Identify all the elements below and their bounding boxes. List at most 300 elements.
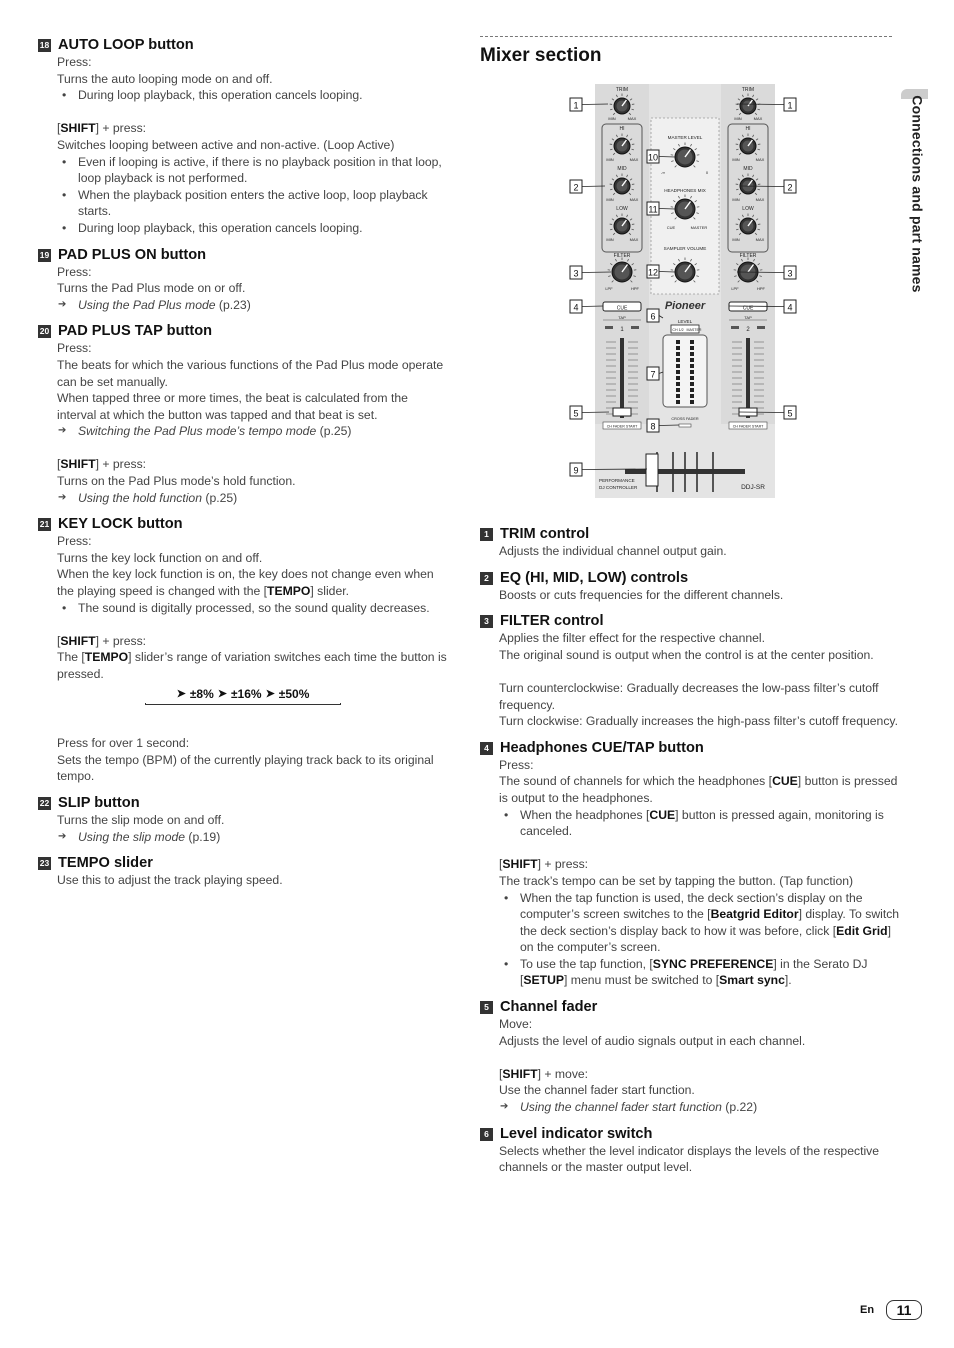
text: Switching the Pad Plus mode’s tempo mode	[78, 424, 317, 439]
crossfader-cap	[646, 454, 658, 486]
text: The original sound is output when the control is at the center position.	[499, 647, 874, 662]
callout-5: 5	[787, 408, 793, 419]
callout-leader	[741, 186, 784, 187]
hp-master-label: MASTER	[690, 225, 708, 230]
right-entry	[480, 525, 900, 560]
arrow-icon: ➤	[176, 688, 186, 701]
entry-title: SLIP button	[58, 794, 140, 811]
text: Applies the filter effect for the respective channel.	[499, 631, 766, 646]
bold-term: Edit Grid	[836, 923, 888, 938]
left-entry	[38, 515, 450, 785]
level-meter-led	[690, 394, 694, 398]
entry-title: TRIM control	[500, 526, 590, 542]
text: Use the channel fader start function.	[499, 1083, 695, 1098]
text: The track’s tempo can be set by tapping the button. (Tap function)	[499, 873, 854, 888]
level-meter-led	[690, 340, 694, 344]
entry-title: PAD PLUS TAP button	[58, 323, 213, 340]
callout-11: 11	[648, 204, 658, 215]
callout-leader	[582, 469, 647, 470]
text: ] on the computer’s screen.	[520, 923, 891, 955]
right-lpf-label: LPF	[731, 286, 739, 291]
text: Boosts or cuts frequencies for the different channels.	[499, 587, 784, 602]
page-footer	[860, 1300, 922, 1320]
level-meter-led	[690, 364, 694, 368]
left-entry	[38, 246, 450, 314]
left-led	[631, 326, 639, 329]
entry-body	[480, 1016, 900, 1116]
entry-title: FILTER control	[500, 613, 604, 630]
text: Even if looping is active, if there is no playback position in that loop, loop playback is not performed.	[78, 154, 442, 186]
text: Turns on the Pad Plus mode’s hold function.	[57, 474, 296, 489]
level-meter-led	[690, 346, 694, 350]
entry-title: Level indicator switch	[500, 1125, 653, 1142]
text: Press for over 1 second:	[57, 736, 190, 751]
left-tap-label: TAP	[618, 315, 626, 320]
entry-number-badge: 4	[480, 742, 493, 755]
text: Using the slip mode	[78, 829, 186, 844]
text: Press:	[57, 341, 92, 356]
left-trim-label: TRIM	[615, 87, 629, 93]
callout-leader	[659, 157, 675, 158]
cross-reference[interactable]	[57, 297, 450, 314]
callout-1: 1	[787, 100, 793, 111]
right-max-label: MAX	[753, 116, 763, 121]
text: [	[57, 121, 61, 136]
level-meter-led	[676, 352, 680, 356]
text: Turn clockwise: Gradually increases the high-pass filter’s cutoff frequency.	[499, 714, 898, 729]
spacer	[499, 1049, 900, 1066]
text: Turns the slip mode on and off.	[57, 812, 225, 827]
left-entry	[38, 36, 450, 237]
entry-body	[38, 264, 450, 314]
brand-logo: Pioneer	[664, 300, 706, 312]
left-min-label: MIN	[608, 116, 616, 121]
bold-term: SHIFT	[60, 457, 96, 472]
right-entry	[480, 612, 900, 730]
right-tap-label: TAP	[744, 315, 752, 320]
right-min-label: MIN	[732, 157, 740, 162]
text: Turn counterclockwise: Gradually decreases the low-pass filter’s cutoff frequency.	[499, 680, 879, 712]
text: Selects whether the level indicator displays the levels of the respective channels or the master output level.	[499, 1143, 880, 1175]
spacer	[57, 719, 450, 736]
level-meter-led	[676, 370, 680, 374]
callout-leader	[659, 209, 675, 210]
entry-heading	[38, 854, 450, 873]
right-entry	[480, 1125, 900, 1176]
text: Press:	[499, 757, 534, 772]
text: ] menu must be switched to [	[564, 973, 720, 988]
level-label: LEVEL	[677, 319, 693, 324]
bold-term: TEMPO	[84, 650, 129, 665]
callout-6: 6	[650, 311, 656, 322]
sampler-volume-label: SAMPLER VOLUME	[663, 246, 707, 251]
text: The sound is digitally processed, so the sound quality decreases.	[78, 600, 430, 615]
text: When the tap function is used, the deck section’s display on the computer’s screen switches to the [	[520, 890, 863, 922]
text: Turns the auto looping mode on and off.	[57, 71, 273, 86]
callout-leader	[582, 272, 611, 273]
page-ref: (p.22)	[721, 1100, 758, 1115]
text: Using the hold function	[78, 490, 202, 505]
paragraph	[57, 533, 450, 550]
paragraph	[499, 647, 900, 664]
minus-inf-label: -∞	[660, 170, 666, 175]
paragraph	[57, 137, 450, 154]
left-hpf-label: HPF	[631, 286, 639, 291]
left-min-label: MIN	[606, 197, 614, 202]
left-max-label: MAX	[629, 157, 639, 162]
callout-2: 2	[787, 182, 793, 193]
entry-number-badge: 5	[480, 1001, 493, 1014]
page-ref: (p.19)	[185, 829, 221, 844]
text: When the playback position enters the active loop, loop playback starts.	[78, 187, 428, 219]
paragraph	[57, 120, 450, 137]
cross-reference[interactable]	[57, 829, 450, 846]
bullet-item	[57, 600, 450, 617]
paragraph	[57, 735, 450, 752]
entry-body	[480, 757, 900, 989]
paragraph	[57, 340, 450, 357]
text: [	[57, 457, 61, 472]
tempo-range-step: ±16%	[230, 687, 262, 702]
callout-leader	[739, 412, 784, 413]
right-fader-track	[746, 338, 750, 418]
callout-12: 12	[647, 267, 659, 278]
entry-number-badge: 20	[39, 326, 50, 337]
level-meter-panel	[663, 335, 707, 407]
side-tab	[901, 89, 928, 359]
entry-heading	[38, 322, 450, 341]
bullet-item	[499, 807, 900, 840]
callout-3: 3	[573, 268, 579, 279]
entry-title: Headphones CUE/TAP button	[500, 739, 704, 756]
callout-leader	[582, 104, 608, 105]
left-led	[605, 326, 613, 329]
paragraph	[57, 280, 450, 297]
paragraph	[499, 1082, 900, 1099]
callout-leader	[729, 306, 784, 307]
paragraph	[499, 587, 900, 604]
entry-body	[38, 340, 450, 506]
entry-heading	[38, 794, 450, 813]
entry-body	[38, 872, 450, 889]
entry-body	[38, 54, 450, 237]
entry-heading	[480, 525, 900, 544]
right-low-label: LOW	[742, 206, 754, 212]
text: ] + move:	[537, 1066, 589, 1081]
entry-title: TEMPO slider	[58, 855, 153, 872]
entry-heading	[480, 998, 900, 1017]
right-min-label: MIN	[732, 197, 740, 202]
bullet-item	[499, 956, 900, 989]
entry-body	[480, 587, 900, 604]
paragraph	[499, 713, 900, 730]
paragraph	[57, 357, 450, 390]
section-title: Mixer section	[480, 45, 602, 66]
level-meter-led	[690, 376, 694, 380]
text: [	[57, 633, 61, 648]
left-filter-label: FILTER	[613, 253, 631, 259]
paragraph	[57, 812, 450, 829]
paragraph	[499, 1066, 900, 1083]
right-trim-label: TRIM	[741, 87, 755, 93]
cycle-steps	[145, 687, 341, 703]
text: Press:	[57, 534, 92, 549]
entry-body	[38, 812, 450, 845]
left-cue-label: CUE	[616, 305, 628, 312]
paragraph	[499, 630, 900, 647]
left-fader-cap	[613, 408, 631, 416]
callout-leader	[737, 104, 784, 105]
right-led	[757, 326, 765, 329]
left-fader-track	[620, 338, 624, 418]
text: ] + press:	[95, 633, 147, 648]
level-master-label: MASTER	[686, 328, 702, 332]
callout-5: 5	[573, 408, 579, 419]
entry-heading	[480, 739, 900, 758]
callout-leader	[582, 412, 609, 413]
entry-body	[38, 533, 450, 785]
right-entry	[480, 739, 900, 989]
page-ref: (p.25)	[202, 490, 238, 505]
text: ] button is pressed is output to the headphones.	[499, 774, 898, 805]
paragraph	[57, 752, 450, 785]
level-meter-led	[676, 358, 680, 362]
left-lpf-label: LPF	[605, 286, 613, 291]
section-divider	[480, 36, 892, 37]
master-level-label: MASTER LEVEL	[667, 135, 703, 140]
entry-number-badge: 19	[39, 249, 50, 260]
text: ] slider.	[310, 584, 349, 599]
text: ] display. To switch the deck section’s display back to how it was before, click [	[520, 907, 900, 938]
paragraph	[57, 456, 450, 473]
tempo-range-cycle	[145, 689, 345, 709]
text: Switches looping between active and non-active. (Loop Active)	[57, 137, 395, 152]
text: Turns the key lock function on and off.	[57, 550, 263, 565]
cross-reference[interactable]	[57, 490, 450, 507]
entry-body	[480, 1143, 900, 1176]
left-hi-label: HI	[619, 126, 625, 132]
callout-3: 3	[787, 268, 793, 279]
text: When the key lock function is on, the key does not change even when the playing speed is changed with the [	[57, 567, 434, 599]
right-max-label: MAX	[755, 237, 765, 242]
callout-8: 8	[650, 421, 656, 432]
right-channel-number: 2	[746, 327, 750, 333]
cross-reference[interactable]	[57, 423, 450, 440]
performance-label: PERFORMANCE	[599, 478, 635, 483]
text: Use this to adjust the track playing speed.	[57, 873, 283, 888]
callout-leader	[659, 272, 675, 273]
left-fader-start-label: CH FADER START	[606, 424, 638, 429]
entry-title: EQ (HI, MID, LOW) controls	[500, 569, 689, 586]
text: ] + press:	[95, 121, 147, 136]
left-mid-label: MID	[617, 166, 627, 172]
entry-title: Channel fader	[500, 999, 598, 1016]
model-label: DDJ-SR	[741, 484, 765, 491]
mixer-entries	[480, 525, 900, 1176]
left-entry	[38, 794, 450, 845]
text: The sound of channels for which the headphones [	[499, 774, 773, 789]
text: ] slider’s range of variation switches each time the button is pressed.	[57, 650, 447, 681]
bullet-item	[57, 154, 450, 187]
callout-leader	[659, 425, 679, 426]
entry-number-badge: 3	[480, 615, 493, 628]
bold-term: Beatgrid Editor	[710, 907, 799, 922]
paragraph	[499, 757, 900, 774]
spacer	[499, 663, 900, 680]
paragraph	[57, 264, 450, 281]
text: ] + press:	[537, 857, 589, 872]
right-min-label: MIN	[732, 237, 740, 242]
right-hpf-label: HPF	[757, 286, 765, 291]
paragraph	[499, 680, 900, 713]
paragraph	[499, 1143, 900, 1176]
right-hi-label: HI	[745, 126, 751, 132]
right-cue-label: CUE	[742, 305, 754, 312]
ch12-label: CH 1/2	[672, 328, 684, 332]
paragraph	[57, 390, 450, 423]
right-max-label: MAX	[755, 197, 765, 202]
level-meter-led	[690, 400, 694, 404]
bullet-item	[57, 220, 450, 237]
entry-body	[480, 630, 900, 730]
paragraph	[57, 566, 450, 599]
bold-term: Smart sync	[719, 973, 785, 988]
callout-10: 10	[647, 152, 659, 163]
bold-term: CUE	[772, 774, 798, 789]
text: Using the channel fader start function	[520, 1100, 722, 1115]
bold-term: CUE	[649, 807, 676, 822]
entry-heading	[38, 515, 450, 534]
text: Sets the tempo (BPM) of the currently playing track back to its original tempo.	[57, 752, 434, 784]
right-entry	[480, 998, 900, 1116]
entry-heading	[38, 36, 450, 55]
bold-term: SHIFT	[502, 1066, 538, 1081]
paragraph	[57, 473, 450, 490]
entry-heading	[480, 1125, 900, 1144]
right-max-label: MAX	[755, 157, 765, 162]
entry-heading	[38, 246, 450, 265]
left-low-label: LOW	[616, 206, 628, 212]
arrow-icon: ➤	[217, 688, 227, 701]
level-meter-led	[676, 346, 680, 350]
spacer	[57, 440, 450, 457]
text: Move:	[499, 1017, 533, 1032]
entry-title: AUTO LOOP button	[58, 37, 194, 53]
paragraph	[57, 633, 450, 650]
bullet-item	[57, 87, 450, 104]
spacer	[57, 104, 450, 121]
callout-leader	[582, 186, 605, 187]
callout-7: 7	[650, 369, 656, 380]
text: ].	[784, 973, 792, 988]
tempo-range-step: ±50%	[278, 687, 310, 702]
dj-controller-label: DJ CONTROLLER	[599, 485, 638, 490]
paragraph	[57, 872, 450, 889]
bold-term: SHIFT	[502, 857, 538, 872]
text: Press:	[57, 264, 92, 279]
paragraph	[499, 856, 900, 873]
entry-number-badge: 2	[480, 572, 493, 585]
level-meter-led	[676, 364, 680, 368]
level-meter-led	[690, 370, 694, 374]
language-label: En	[860, 1303, 875, 1316]
entry-heading	[480, 612, 900, 631]
right-fader-start-label: CH FADER START	[732, 424, 764, 429]
entry-number-badge: 6	[480, 1128, 493, 1141]
paragraph	[499, 543, 900, 560]
paragraph	[57, 550, 450, 567]
text: When the headphones [	[520, 807, 650, 822]
bold-term: SYNC PREFERENCE	[652, 956, 774, 971]
text: ] in the Serato DJ [	[520, 956, 868, 988]
cross-reference[interactable]	[499, 1099, 900, 1116]
callout-2: 2	[573, 182, 579, 193]
callout-4: 4	[573, 302, 579, 313]
level-meter-led	[690, 352, 694, 356]
level-meter-led	[676, 400, 680, 404]
left-column	[38, 36, 450, 898]
level-meter-led	[676, 394, 680, 398]
mixer-diagram	[565, 82, 805, 500]
callout-1: 1	[573, 100, 579, 111]
level-meter-led	[676, 376, 680, 380]
left-min-label: MIN	[606, 157, 614, 162]
callout-leader	[737, 272, 784, 273]
text: [	[499, 857, 503, 872]
level-meter-led	[690, 388, 694, 392]
entry-heading	[480, 569, 900, 588]
callout-4: 4	[787, 302, 793, 313]
bold-term: SHIFT	[60, 121, 96, 136]
right-entry	[480, 569, 900, 604]
text: ] + press:	[95, 457, 147, 472]
paragraph	[499, 1033, 900, 1050]
entry-number-badge: 23	[39, 858, 50, 869]
cross-fader-led	[679, 424, 691, 427]
entry-number-badge: 1	[480, 528, 493, 541]
left-max-label: MAX	[629, 237, 639, 242]
paragraph	[57, 54, 450, 71]
left-entry	[38, 854, 450, 889]
bold-term: TEMPO	[267, 584, 311, 599]
entry-title: KEY LOCK button	[58, 516, 183, 533]
spacer	[57, 616, 450, 633]
paragraph	[499, 1016, 900, 1033]
entry-number-badge: 18	[39, 40, 50, 50]
text: To use the tap function, [	[520, 956, 653, 971]
text: [	[499, 1066, 503, 1081]
zero-label: 0	[705, 170, 709, 175]
spacer	[499, 840, 900, 857]
entry-number-badge: 22	[39, 797, 50, 808]
text: During loop playback, this operation cancels looping.	[78, 88, 363, 103]
text: Turns the Pad Plus mode on or off.	[57, 281, 246, 296]
text: Adjusts the individual channel output gain.	[499, 544, 727, 558]
bold-term: SETUP	[523, 973, 565, 988]
callout-9: 9	[573, 465, 579, 476]
left-min-label: MIN	[606, 237, 614, 242]
paragraph	[57, 649, 450, 682]
level-meter-led	[676, 388, 680, 392]
level-meter-led	[690, 382, 694, 386]
text: ] button is pressed again, monitoring is canceled.	[520, 807, 884, 839]
page-number: 11	[886, 1300, 922, 1320]
bullet-item	[499, 890, 900, 956]
bold-term: SHIFT	[60, 633, 96, 648]
paragraph	[499, 773, 900, 806]
right-led	[731, 326, 739, 329]
text: Using the Pad Plus mode	[78, 297, 216, 312]
